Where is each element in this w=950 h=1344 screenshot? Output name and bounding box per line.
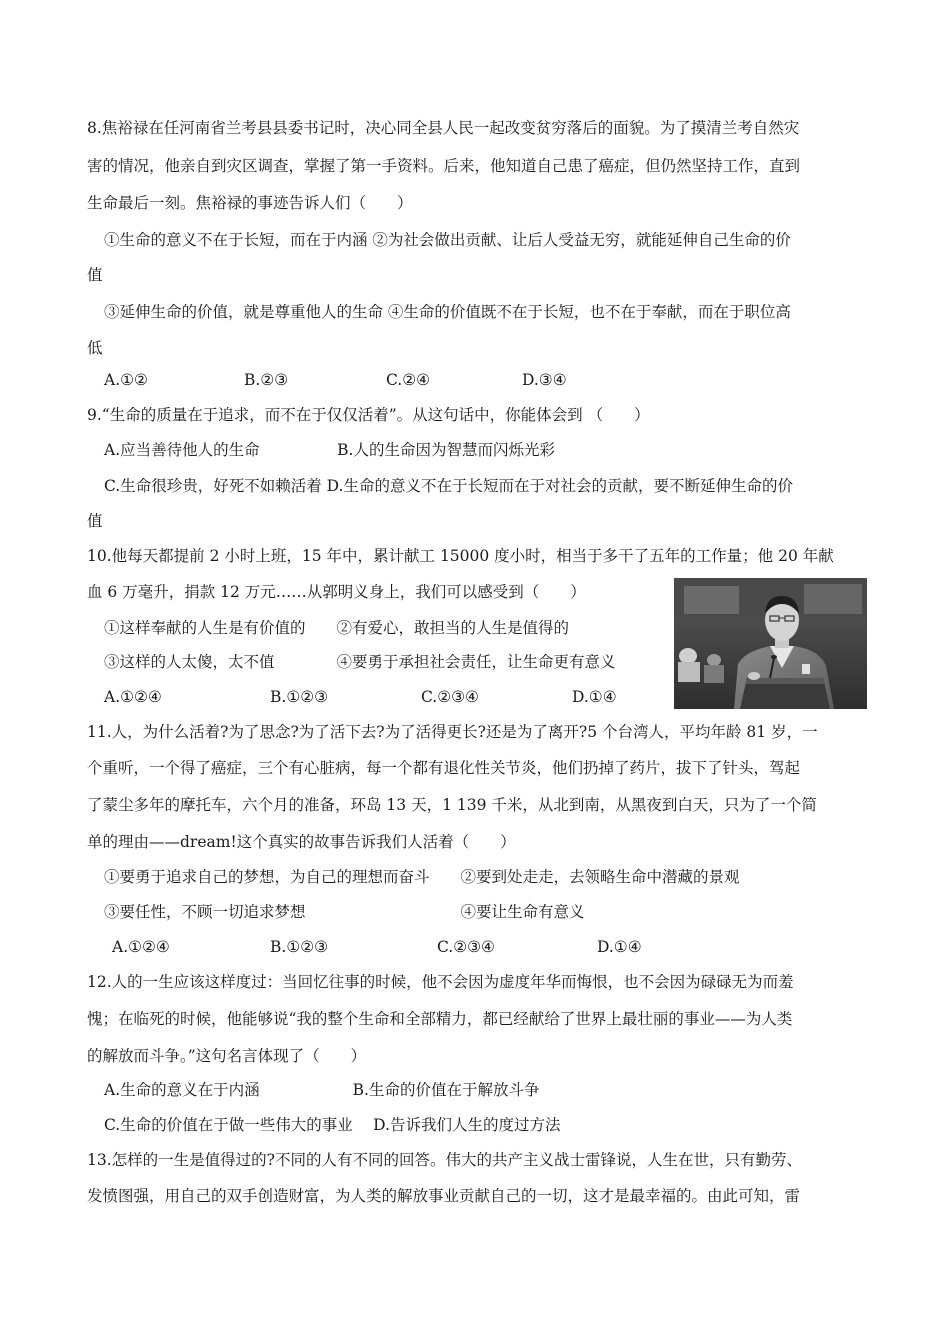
q8-statement-line-1: ①生命的意义不在于长短，而在于内涵 ②为社会做出贡献、让后人受益无穷，就能延伸自己生命的价 xyxy=(104,231,791,249)
q8-options xyxy=(0,370,950,390)
q12-options-cd: C.生命的价值在于做一些伟大的事业 D.告诉我们人生的度过方法 xyxy=(104,1116,561,1134)
q12-stem-line-2: 愧；在临死的时候，他能够说“我的整个生命和全部精力，都已经献给了世界上最壮丽的事业——为人类 xyxy=(87,1010,793,1028)
q12-options-ab: A.生命的意义在于内涵 B.生命的价值在于解放斗争 xyxy=(104,1081,540,1099)
q11-options xyxy=(0,937,950,957)
q10-stem-line-1: 10.他每天都提前 2 小时上班，15 年中，累计献工 15000 度小时，相当于多干了五年的工作量；他 20 年献 xyxy=(87,547,834,565)
q11-option-c: C.②③④ xyxy=(437,938,495,956)
q11-stem-line-3: 了蒙尘多年的摩托车，六个月的准备，环岛 13 天，1 139 千米，从北到南，从黑夜到白天，只为了一个简 xyxy=(87,796,817,814)
q8-stem-line-1: 8.焦裕禄在任河南省兰考县县委书记时，决心同全县人民一起改变贫穷落后的面貌。为了摸清兰考自然灾 xyxy=(87,119,800,137)
q11-stem-line-2: 个重听，一个得了癌症，三个有心脏病，每一个都有退化性关节炎，他们扔掉了药片，拔下了针头，驾起 xyxy=(87,759,801,777)
q12-stem-line-1: 12.人的一生应该这样度过：当回忆往事的时候，他不会因为虚度年华而悔恨，也不会因为碌碌无为而羞 xyxy=(87,973,794,991)
q13-stem-line-2: 发愤图强，用自己的双手创造财富，为人类的解放事业贡献自己的一切，这才是最幸福的。由此可知，雷 xyxy=(87,1187,801,1205)
q8-stem-line-2: 害的情况，他亲自到灾区调查，掌握了第一手资料。后来，他知道自己患了癌症，但仍然坚持工作，直到 xyxy=(87,157,801,175)
q11-stem-line-1: 11.人，为什么活着?为了思念?为了活下去?为了活得更长?还是为了离开?5 个台湾人，平均年龄 81 岁，一 xyxy=(87,723,818,741)
q8-option-c: C.②④ xyxy=(386,371,431,389)
q9-options-ab: A.应当善待他人的生命 B.人的生命因为智慧而闪烁光彩 xyxy=(104,441,555,459)
q13-stem-line-1: 13.怎样的一生是值得过的?不同的人有不同的回答。伟大的共产主义战士雷锋说，人生在世，只有勤劳、 xyxy=(87,1151,802,1169)
q10-option-c: C.②③④ xyxy=(421,688,479,706)
q10-stem-line-2: 血 6 万毫升，捐款 12 万元……从郭明义身上，我们可以感受到（ ） xyxy=(87,583,586,601)
q10-option-b: B.①②③ xyxy=(270,688,329,706)
q11-option-a: A.①②④ xyxy=(112,938,170,956)
q10-option-a: A.①②④ xyxy=(104,688,162,706)
q9-stem: 9.“生命的质量在于追求，而不在于仅仅活着”。从这句话中，你能体会到 （ ） xyxy=(87,406,650,424)
q12-stem-line-3: 的解放而斗争。”这句名言体现了（ ） xyxy=(87,1047,367,1065)
q11-statements-3-4: ③要任性，不顾一切追求梦想 ④要让生命有意义 xyxy=(104,903,585,921)
q8-option-b: B.②③ xyxy=(244,371,289,389)
q9-options-cd-cont: 值 xyxy=(87,512,103,530)
q8-stem-line-3: 生命最后一刻。焦裕禄的事迹告诉人们（ ） xyxy=(87,194,413,212)
speaker-photo xyxy=(674,578,867,709)
q8-option-a: A.①② xyxy=(104,371,148,389)
q10-statements-1-2: ①这样奉献的人生是有价值的 ②有爱心，敢担当的人生是值得的 xyxy=(104,619,570,637)
q9-options-cd: C.生命很珍贵，好死不如赖活着 D.生命的意义不在于长短而在于对社会的贡献，要不断延伸生命的价 xyxy=(104,477,793,495)
q10-option-d: D.①④ xyxy=(572,688,617,706)
q11-statements-1-2: ①要勇于追求自己的梦想，为自己的理想而奋斗 ②要到处走走，去领略生命中潜藏的景观 xyxy=(104,868,740,886)
q11-stem-line-4: 单的理由——dream!这个真实的故事告诉我们人活着（ ） xyxy=(87,833,516,851)
q11-option-b: B.①②③ xyxy=(270,938,329,956)
q10-statements-3-4: ③这样的人太傻，太不值 ④要勇于承担社会责任，让生命更有意义 xyxy=(104,653,616,671)
q11-option-d: D.①④ xyxy=(597,938,642,956)
q8-statement-line-2: 值 xyxy=(87,266,103,284)
q8-statement-line-4: 低 xyxy=(87,339,103,357)
q8-option-d: D.③④ xyxy=(522,371,567,389)
q8-statement-line-3: ③延伸生命的价值，就是尊重他人的生命 ④生命的价值既不在于长短，也不在于奉献，而在于职位高 xyxy=(104,303,791,321)
